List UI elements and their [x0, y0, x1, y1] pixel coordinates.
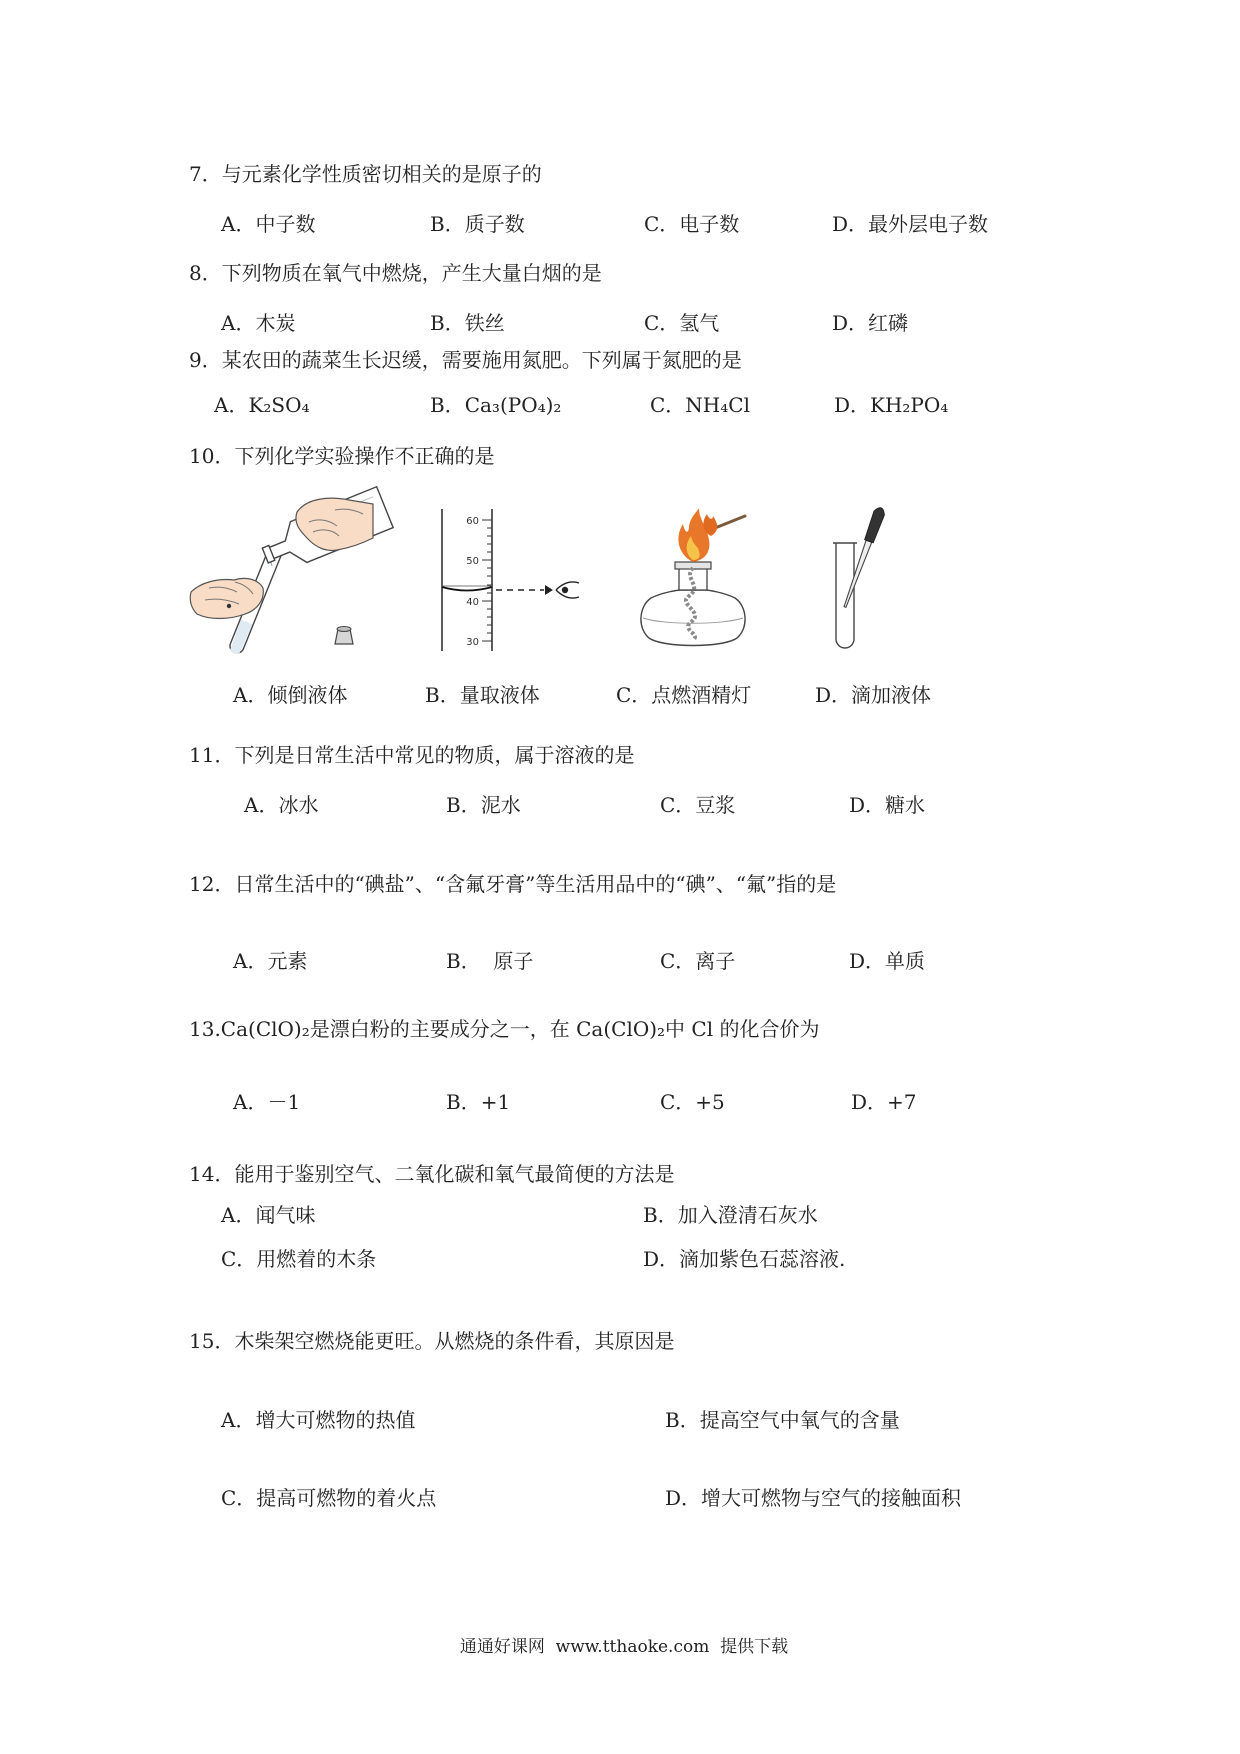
q12-option-b: B． 原子 [446, 949, 534, 973]
q13-option-b: B．+1 [446, 1090, 511, 1114]
cylinder-tick-label: 40 [466, 597, 479, 608]
eye-icon [556, 582, 579, 598]
q11-option-c: C．豆浆 [660, 793, 736, 817]
q9-option-d: D．KH₂PO₄ [834, 393, 949, 417]
q9-option-c: C．NH₄Cl [650, 393, 750, 417]
q8-option-d: D．红磷 [832, 311, 909, 335]
q11-option-a: A．冰水 [244, 793, 319, 817]
q15-option-d: D．增大可燃物与空气的接触面积 [665, 1486, 962, 1510]
q9-option-b: B．Ca₃(PO₄)₂ [430, 393, 562, 417]
q7-option-c: C．电子数 [644, 212, 740, 236]
q10-option-c: C．点燃酒精灯 [616, 683, 752, 707]
q12-option-a: A．元素 [233, 949, 308, 973]
q12-option-c: C．离子 [660, 949, 736, 973]
page-footer: 通通好课网 www.tthaoke.com 提供下载 [459, 1637, 789, 1657]
q13-option-d: D．+7 [851, 1090, 917, 1114]
cylinder-tick-label: 30 [466, 637, 479, 648]
alcohol-lamp-illustration [633, 506, 753, 654]
flame [678, 508, 709, 562]
q14-option-a: A．闻气味 [221, 1203, 316, 1227]
test-tube [833, 543, 857, 648]
q15-option-b: B．提高空气中氧气的含量 [665, 1408, 900, 1432]
pouring-liquid-illustration [189, 496, 379, 656]
q14-option-c: C．用燃着的木条 [221, 1247, 377, 1271]
q8-stem: 8．下列物质在氧气中燃烧，产生大量白烟的是 [189, 261, 602, 285]
dropper-illustration [826, 503, 892, 655]
q14-option-d: D．滴加紫色石蕊溶液. [643, 1247, 846, 1271]
q13-option-a: A．－1 [233, 1090, 301, 1114]
q14-stem: 14．能用于鉴别空气、二氧化碳和氧气最简便的方法是 [189, 1162, 675, 1186]
match [704, 514, 745, 536]
cylinder-scale [482, 520, 492, 641]
q8-option-a: A．木炭 [221, 311, 296, 335]
q13-option-c: C．+5 [660, 1090, 725, 1114]
q11-option-d: D．糖水 [849, 793, 926, 817]
q11-option-b: B．泥水 [446, 793, 521, 817]
arrow-icon [545, 585, 553, 595]
q8-option-b: B．铁丝 [430, 311, 505, 335]
q10-option-d: D．滴加液体 [815, 683, 932, 707]
q10-stem: 10．下列化学实验操作不正确的是 [189, 444, 495, 468]
q10-option-b: B．量取液体 [425, 683, 540, 707]
q10-option-a: A．倾倒液体 [233, 683, 348, 707]
q9-stem: 9．某农田的蔬菜生长迟缓，需要施用氮肥。下列属于氮肥的是 [189, 348, 742, 372]
q14-option-b: B．加入澄清石灰水 [643, 1203, 818, 1227]
q8-option-c: C．氢气 [644, 311, 720, 335]
q12-stem: 12．日常生活中的“碘盐”、“含氟牙膏”等生活用品中的“碘”、“氟”指的是 [189, 872, 837, 896]
cylinder-tick-label: 50 [466, 556, 479, 567]
q13-stem: 13.Ca(ClO)₂是漂白粉的主要成分之一，在 Ca(ClO)₂中 Cl 的化合价为 [189, 1017, 820, 1041]
q7-option-b: B．质子数 [430, 212, 525, 236]
cylinder-tick-label: 60 [466, 516, 479, 527]
q15-option-c: C．提高可燃物的着火点 [221, 1486, 437, 1510]
q9-option-a: A．K₂SO₄ [214, 393, 310, 417]
bottle-stopper [335, 627, 353, 645]
q12-option-d: D．单质 [849, 949, 926, 973]
graduated-cylinder-illustration [436, 505, 584, 655]
q15-stem: 15．木柴架空燃烧能更旺。从燃烧的条件看，其原因是 [189, 1329, 675, 1353]
meniscus [442, 587, 492, 591]
q11-stem: 11．下列是日常生活中常见的物质，属于溶液的是 [189, 743, 635, 767]
q7-option-a: A．中子数 [221, 212, 316, 236]
q7-option-d: D．最外层电子数 [832, 212, 989, 236]
q7-stem: 7．与元素化学性质密切相关的是原子的 [189, 162, 542, 186]
q15-option-a: A．增大可燃物的热值 [221, 1408, 416, 1432]
